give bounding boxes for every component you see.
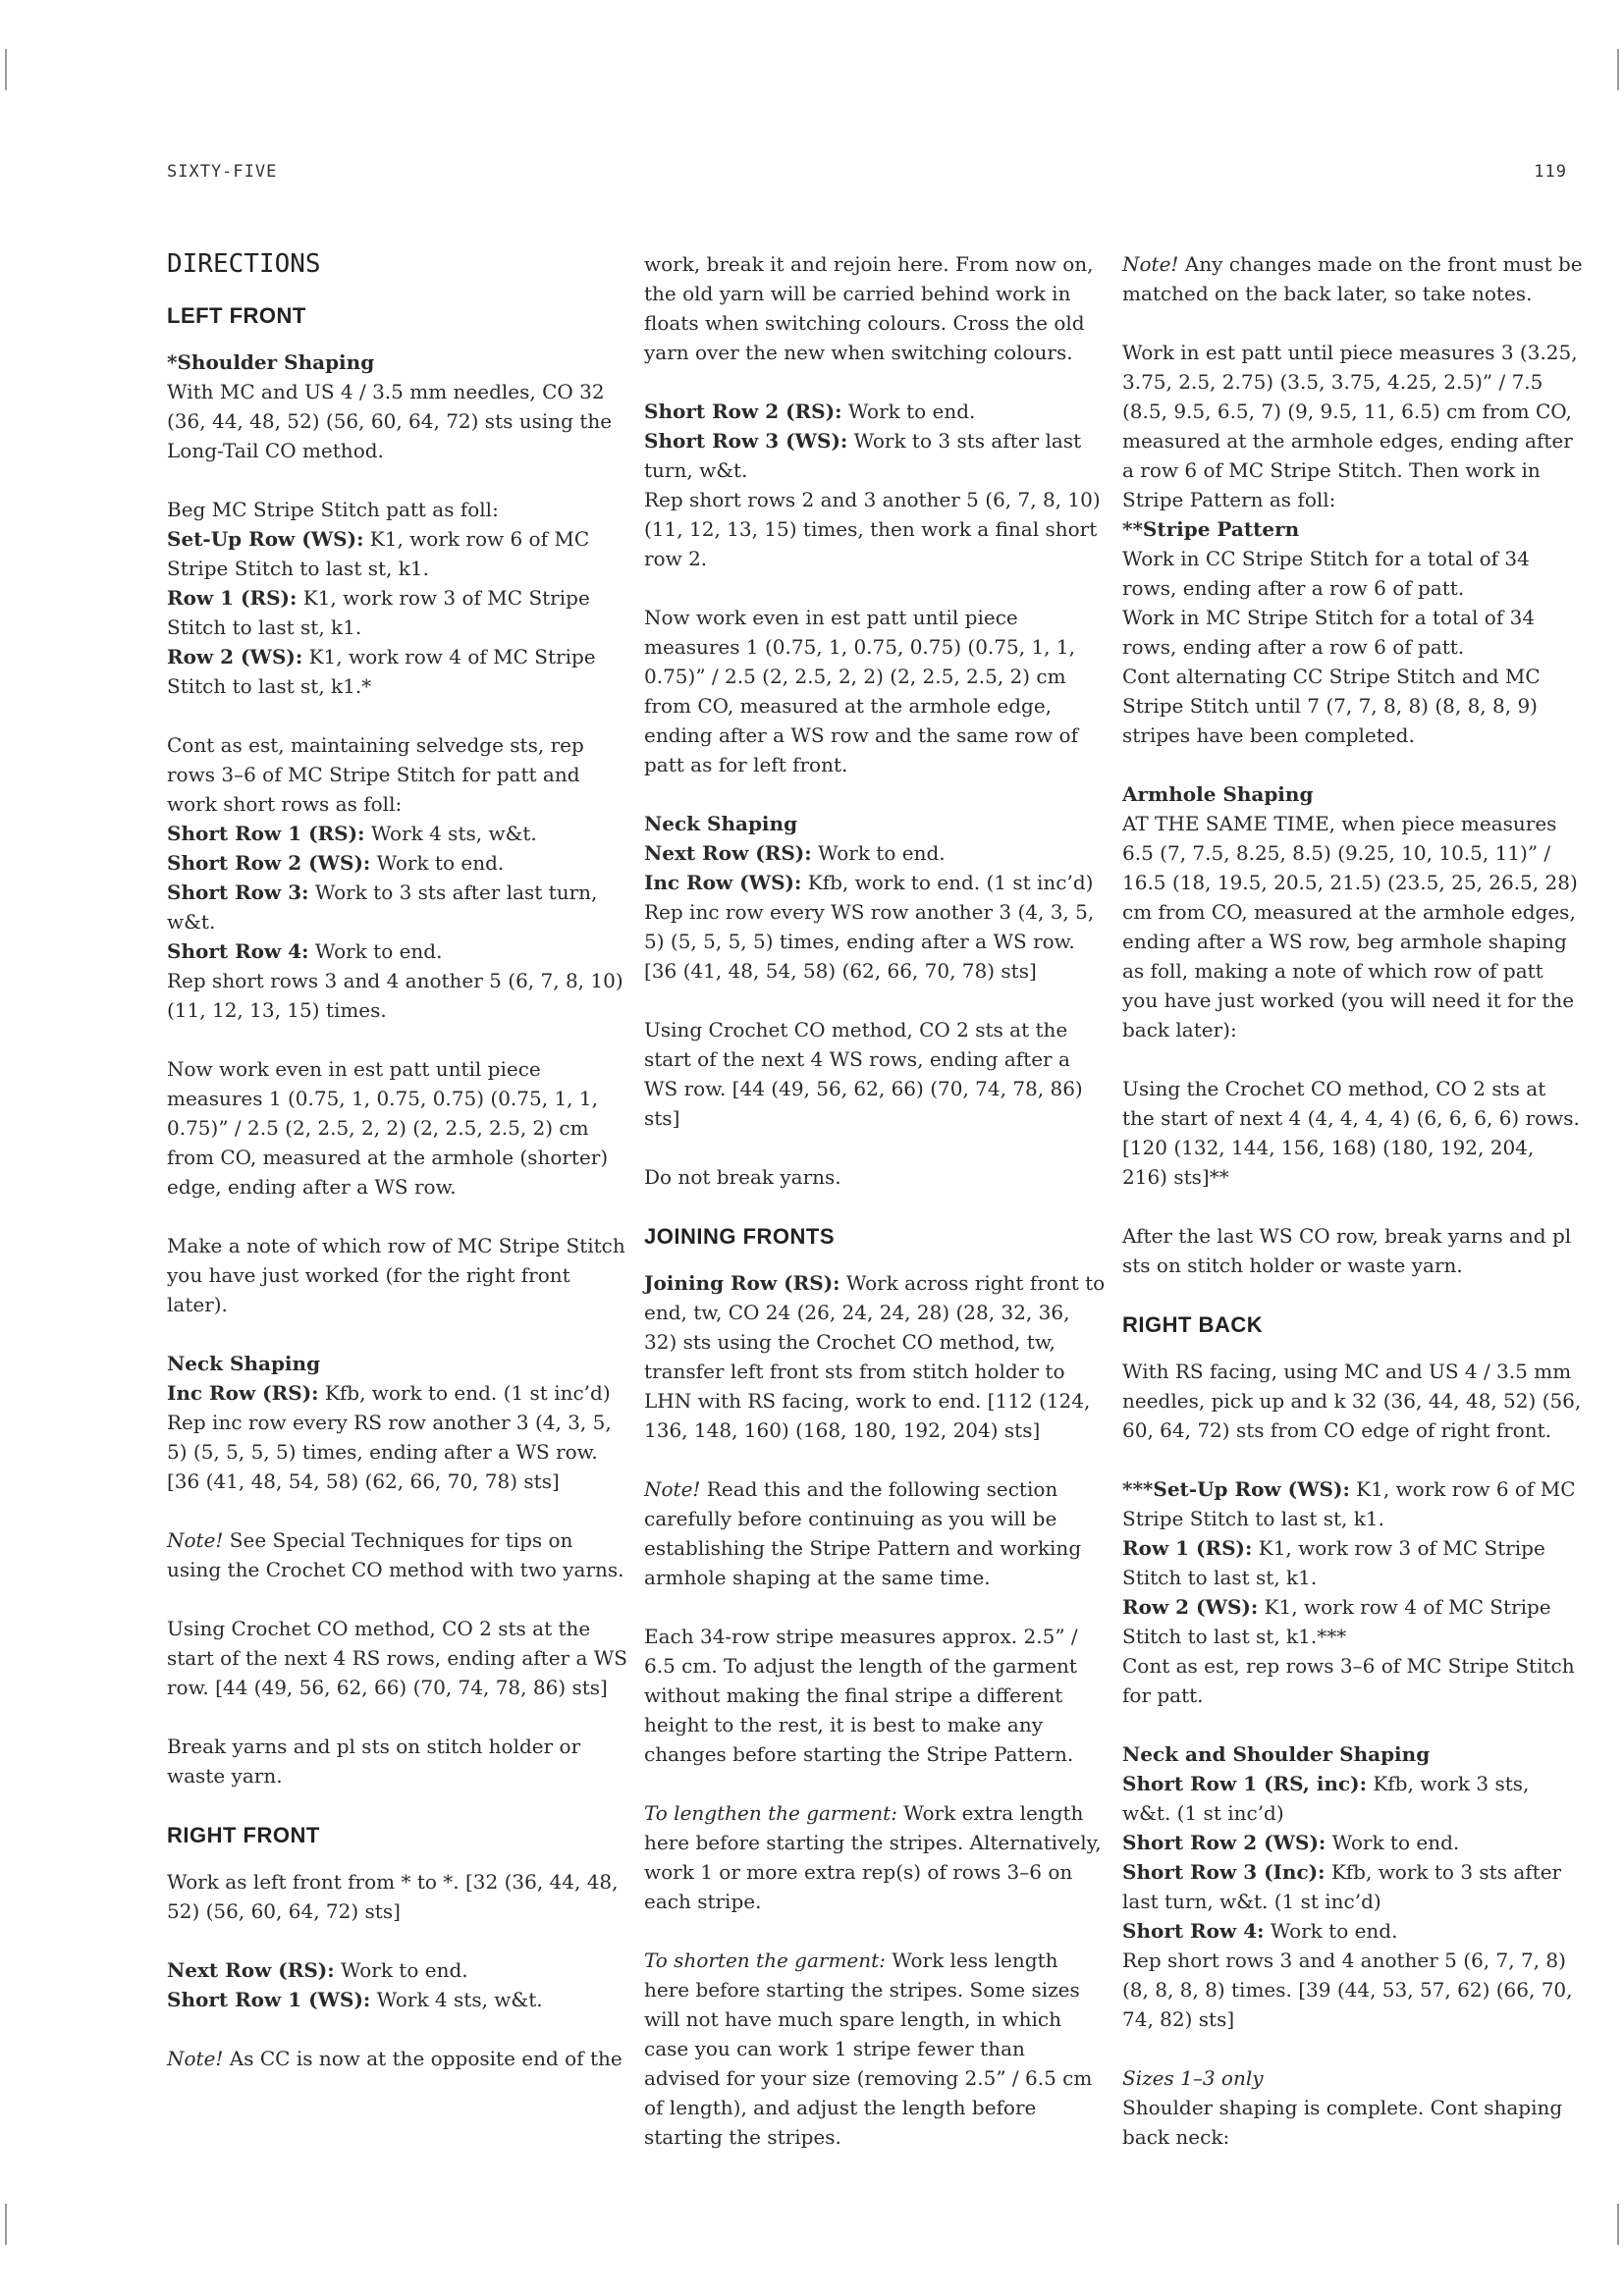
continue-text: Cont as est, rep rows 3–6 of MC Stripe Stitch for patt. <box>1122 1654 1575 1707</box>
right-back-heading: RIGHT BACK <box>1122 1312 1264 1337</box>
directions-heading: DIRECTIONS <box>167 249 321 279</box>
work-as-left-text: Work as left front from * to *. [32 (36, 44, 48, 52) (56, 60, 64, 72) sts] <box>167 1870 619 1923</box>
break-yarns-text: Break yarns and pl sts on stitch holder or waste yarn. <box>167 1735 581 1788</box>
setup-row: ***Set-Up Row (WS): K1, work row 6 of MC Stripe Stitch to last st, k1. <box>1122 1477 1576 1530</box>
short-row-3: Short Row 3 (Inc): Kfb, work to 3 sts after last turn, w&t. (1 st inc’d) <box>1122 1860 1562 1913</box>
short-row-4: Short Row 4: Work to end. <box>1122 1919 1398 1943</box>
page-number: 119 <box>1534 162 1567 182</box>
begin-pattern-text: Beg MC Stripe Stitch patt as foll: <box>167 498 499 521</box>
short-row-2: Short Row 2 (WS): Work to end. <box>1122 1831 1460 1854</box>
shoulder-shaping-text: With MC and US 4 / 3.5 mm needles, CO 32 (36, 44, 48, 52) (56, 60, 64, 72) sts using the Long-Tail CO method. <box>167 380 613 462</box>
after-co-text: After the last WS CO row, break yarns and pl sts on stitch holder or waste yarn. <box>1122 1224 1572 1277</box>
column-2 <box>644 249 1106 2152</box>
short-row-3-ws: Short Row 3 (WS): Work to 3 sts after last turn, w&t. <box>644 429 1082 482</box>
row-2: Row 2 (WS): K1, work row 4 of MC Stripe Stitch to last st, k1.* <box>167 645 596 698</box>
shoulder-complete-text: Shoulder shaping is complete. Cont shaping back neck: <box>1122 2096 1563 2149</box>
inc-row: Inc Row (WS): Kfb, work to end. (1 st inc’d) <box>644 871 1094 894</box>
note-read: Note! Read this and the following section carefully before continuing as you will be establishing the Stripe Pattern and working armhole shaping at the same time. <box>644 1477 1082 1589</box>
armhole-shaping-text: AT THE SAME TIME, when piece measures 6.5 (7, 7.5, 8.25, 8.5) (9.25, 10, 10.5, 11)” / 16.5 (18, 19.5, 20.5, 21.5) (23.5, 25, 26.5, 28) cm from CO, measured at the armhole edges, ending after a WS row, beg armhole shaping as foll, making a note of which row of patt you have just worked (you will need it for the back later): <box>1122 812 1578 1041</box>
note-cc: Note! As CC is now at the opposite end of the <box>167 2047 623 2070</box>
repeat-short-rows: Rep short rows 2 and 3 another 5 (6, 7, 8, 10) (11, 12, 13, 15) times, then work a final short row 2. <box>644 488 1101 570</box>
short-row-3: Short Row 3: Work to 3 sts after last turn, w&t. <box>167 881 598 934</box>
inc-row-repeat: Rep inc row every RS row another 3 (4, 3, 5, 5) (5, 5, 5, 5) times, ending after a WS row. [36 (41, 48, 54, 58) (62, 66, 70, 78) sts] <box>167 1411 612 1493</box>
inc-row-repeat: Rep inc row every WS row another 3 (4, 3, 5, 5) (5, 5, 5, 5) times, ending after a WS row. [36 (41, 48, 54, 58) (62, 66, 70, 78) sts] <box>644 900 1095 983</box>
shorten-text: To shorten the garment: Work less length here before starting the stripes. Some sizes will not have much spare length, in which case you can work 1 stripe fewer than advised for your size (removing 2.5” / 6.5 cm of length), and adjust the length before starting the stripes. <box>644 1949 1093 2149</box>
running-title: SIXTY-FIVE <box>167 162 278 182</box>
shoulder-shaping-title: *Shoulder Shaping <box>167 350 375 374</box>
stripe-alternate-text: Cont alternating CC Stripe Stitch and MC Stripe Stitch until 7 (7, 7, 8, 8) (8, 8, 8, 9) stripes have been completed. <box>1122 665 1541 747</box>
note-crochet: Note! See Special Techniques for tips on using the Crochet CO method with two yarns. <box>167 1528 624 1581</box>
row-1: Row 1 (RS): K1, work row 3 of MC Stripe Stitch to last st, k1. <box>1122 1536 1545 1589</box>
short-row-2: Short Row 2 (WS): Work to end. <box>167 851 505 875</box>
stripe-measure-text: Each 34-row stripe measures approx. 2.5” / 6.5 cm. To adjust the length of the garment without making the final stripe a different height to the rest, it is best to make any changes before starting the Stripe Pattern. <box>644 1625 1078 1766</box>
row-1: Row 1 (RS): K1, work row 3 of MC Stripe Stitch to last st, k1. <box>167 586 590 639</box>
neck-shaping-title: Neck Shaping <box>167 1352 321 1375</box>
short-row-1: Short Row 1 (RS): Work 4 sts, w&t. <box>167 822 537 845</box>
crop-mark-top-right <box>1617 49 1619 90</box>
crop-mark-top-left <box>5 49 7 90</box>
short-row-1-ws: Short Row 1 (WS): Work 4 sts, w&t. <box>167 1988 543 2011</box>
work-even-text: Now work even in est patt until piece measures 1 (0.75, 1, 0.75, 0.75) (0.75, 1, 1, 0.75)” / 2.5 (2, 2.5, 2, 2) (2, 2.5, 2.5, 2) cm from CO, measured at the armhole (shorter) edge, ending after a WS row. <box>167 1057 609 1199</box>
next-row: Next Row (RS): Work to end. <box>167 1958 468 1982</box>
neck-shaping-title: Neck Shaping <box>644 812 798 835</box>
continue-text: Cont as est, maintaining selvedge sts, rep rows 3–6 of MC Stripe Stitch for patt and work short rows as foll: <box>167 733 584 816</box>
crochet-co-text: Using Crochet CO method, CO 2 sts at the start of the next 4 RS rows, ending after a WS row. [44 (49, 56, 62, 66) (70, 74, 78, 86) sts] <box>167 1617 627 1699</box>
note-row-text: Make a note of which row of MC Stripe Stitch you have just worked (for the right front later). <box>167 1234 625 1316</box>
crochet-co-text: Using Crochet CO method, CO 2 sts at the start of the next 4 WS rows, ending after a WS row. [44 (49, 56, 62, 66) (70, 74, 78, 86) sts] <box>644 1018 1083 1130</box>
sizes-note: Sizes 1–3 only <box>1122 2066 1264 2090</box>
joining-fronts-heading: JOINING FRONTS <box>644 1224 836 1249</box>
work-even-text: Now work even in est patt until piece measures 1 (0.75, 1, 0.75, 0.75) (0.75, 1, 1, 0.75)” / 2.5 (2, 2.5, 2, 2) (2, 2.5, 2.5, 2) cm from CO, measured at the armhole edge, ending after a WS row and the same row of patt as for left front. <box>644 606 1078 776</box>
column-3 <box>1122 249 1584 2152</box>
note-changes: Note! Any changes made on the front must be matched on the back later, so take notes. <box>1122 252 1583 305</box>
stripe-cc-text: Work in CC Stripe Stitch for a total of 34 rows, ending after a row 6 of patt. <box>1122 547 1530 600</box>
neck-shoulder-title: Neck and Shoulder Shaping <box>1122 1742 1431 1766</box>
short-row-2-rs: Short Row 2 (RS): Work to end. <box>644 400 976 423</box>
setup-row: Set-Up Row (WS): K1, work row 6 of MC Stripe Stitch to last st, k1. <box>167 527 590 580</box>
crop-mark-bottom-left <box>5 2204 7 2245</box>
right-front-heading: RIGHT FRONT <box>167 1823 320 1847</box>
short-row-1: Short Row 1 (RS, inc): Kfb, work 3 sts, w&t. (1 st inc’d) <box>1122 1772 1530 1825</box>
continued-text: work, break it and rejoin here. From now on, the old yarn will be carried behind work in floats when switching colours. Cross the old yarn over the new when switching colours. <box>644 252 1094 364</box>
short-row-4: Short Row 4: Work to end. <box>167 939 443 963</box>
joining-row: Joining Row (RS): Work across right front to end, tw, CO 24 (26, 24, 24, 28) (28, 32, 36, 32) sts using the Crochet CO method, tw, transfer left front sts from stitch holder to LHN with RS facing, work to end. [112 (124, 136, 148, 160) (168, 180, 192, 204) sts] <box>644 1271 1106 1442</box>
next-row: Next Row (RS): Work to end. <box>644 841 946 865</box>
rs-facing-text: With RS facing, using MC and US 4 / 3.5 mm needles, pick up and k 32 (36, 44, 48, 52) (56, 60, 64, 72) sts from CO edge of right front. <box>1122 1360 1582 1442</box>
left-front-heading: LEFT FRONT <box>167 303 306 328</box>
repeat-short-rows: Rep short rows 3 and 4 another 5 (6, 7, 7, 8) (8, 8, 8, 8) times. [39 (44, 53, 57, 62) (66, 70, 74, 82) sts] <box>1122 1949 1573 2031</box>
inc-row: Inc Row (RS): Kfb, work to end. (1 st inc’d) <box>167 1381 611 1405</box>
armhole-shaping-title: Armhole Shaping <box>1122 782 1314 806</box>
row-2: Row 2 (WS): K1, work row 4 of MC Stripe Stitch to last st, k1.*** <box>1122 1595 1551 1648</box>
stripe-pattern-title: **Stripe Pattern <box>1122 517 1300 541</box>
crochet-co-text: Using the Crochet CO method, CO 2 sts at the start of next 4 (4, 4, 4, 4) (6, 6, 6, 6) rows. [120 (132, 144, 156, 168) (180, 192, 204, 216) sts]** <box>1122 1077 1580 1189</box>
crop-mark-bottom-right <box>1617 2204 1619 2245</box>
work-est-text: Work in est patt until piece measures 3 (3.25, 3.75, 2.5, 2.75) (3.5, 3.75, 4.25, 2.5)” / 7.5 (8.5, 9.5, 6.5, 7) (9, 9.5, 11, 6.5) cm from CO, measured at the armhole edges, ending after a row 6 of MC Stripe Stitch. Then work in Stripe Pattern as foll: <box>1122 341 1578 511</box>
lengthen-text: To lengthen the garment: Work extra length here before starting the stripes. Alternatively, work 1 or more extra rep(s) of rows 3–6 on each stripe. <box>644 1801 1102 1913</box>
column-1 <box>167 249 628 2073</box>
do-not-break-text: Do not break yarns. <box>644 1165 841 1189</box>
repeat-short-rows: Rep short rows 3 and 4 another 5 (6, 7, 8, 10) (11, 12, 13, 15) times. <box>167 969 623 1022</box>
stripe-mc-text: Work in MC Stripe Stitch for a total of 34 rows, ending after a row 6 of patt. <box>1122 606 1536 659</box>
